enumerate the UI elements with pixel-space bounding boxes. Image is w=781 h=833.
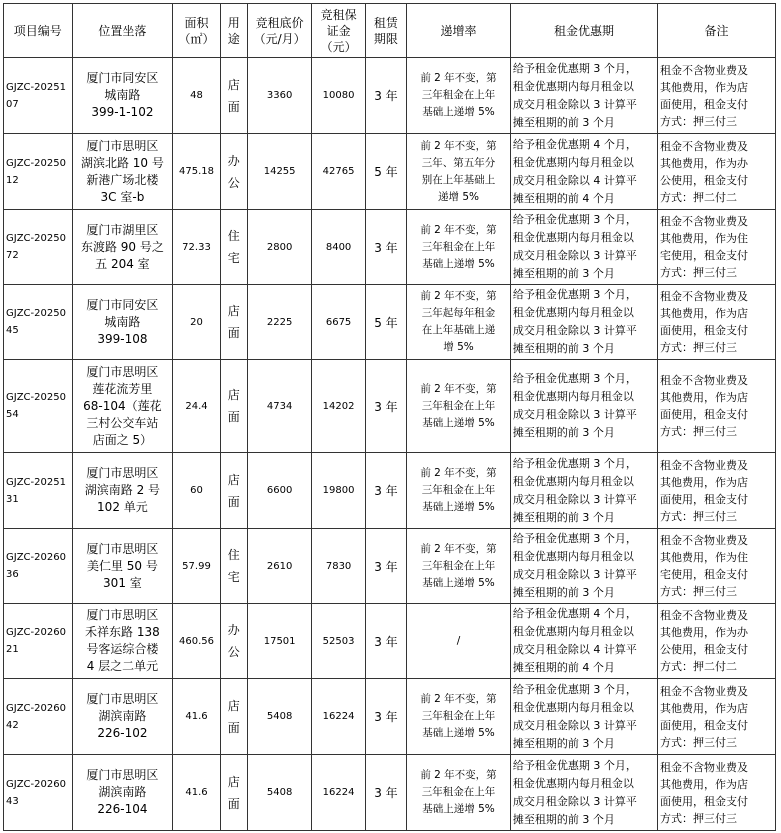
project-code-cell: GJZC-2025072 (4, 210, 73, 285)
area-cell: 60 (173, 453, 220, 529)
table-row (4, 285, 776, 360)
project-code-cell: GJZC-2026042 (4, 679, 73, 755)
table-row (4, 360, 776, 453)
location-cell: 厦门市思明区 美仁里 50 号 301 室 (72, 529, 173, 604)
use-cell: 办 公 (220, 604, 247, 679)
lease-term-cell: 3 年 (365, 360, 406, 453)
project-code-cell: GJZC-2025054 (4, 360, 73, 453)
increase-rate-cell: 前 2 年不变，第 三年租金在上年 基础上递增 5% (407, 755, 511, 831)
location-cell: 厦门市思明区 湖滨北路 10 号 新港广场北楼 3C 室-b (72, 134, 173, 210)
table-row (4, 58, 776, 134)
base-rent-cell: 5408 (247, 755, 312, 831)
deposit-cell: 52503 (312, 604, 365, 679)
table-row (4, 755, 776, 831)
base-rent-cell: 2800 (247, 210, 312, 285)
lease-term-cell: 3 年 (365, 210, 406, 285)
area-cell: 41.6 (173, 679, 220, 755)
rent-discount-cell: 给予租金优惠期 3 个月， 租金优惠期内每月租金以 成交月租金除以 3 计算平 摊至租期的前 3 个月 (510, 679, 657, 755)
base-rent-cell: 17501 (247, 604, 312, 679)
rent-discount-cell: 给予租金优惠期 3 个月， 租金优惠期内每月租金以 成交月租金除以 3 计算平 摊至租期的前 3 个月 (510, 210, 657, 285)
base-rent-cell: 3360 (247, 58, 312, 134)
header-deposit: 竞租保 证金 （元） (312, 4, 365, 58)
deposit-cell: 42765 (312, 134, 365, 210)
base-rent-cell: 5408 (247, 679, 312, 755)
increase-rate-cell: 前 2 年不变，第 三年租金在上年 基础上递增 5% (407, 58, 511, 134)
deposit-cell: 16224 (312, 679, 365, 755)
use-cell: 店 面 (220, 453, 247, 529)
table-row (4, 210, 776, 285)
remarks-cell: 租金不含物业费及 其他费用，作为店 面使用，租金支付 方式：押三付三 (658, 58, 776, 134)
area-cell: 460.56 (173, 604, 220, 679)
header-note: 备注 (658, 4, 776, 58)
area-cell: 57.99 (173, 529, 220, 604)
increase-rate-cell: 前 2 年不变，第 三年起每年租金 在上年基础上递 增 5% (407, 285, 511, 360)
lease-listing-table (3, 3, 776, 831)
location-cell: 厦门市思明区 禾祥东路 138 号客运综合楼 4 层之二单元 (72, 604, 173, 679)
location-cell: 厦门市同安区 城南路 399-1-102 (72, 58, 173, 134)
rent-discount-cell: 给予租金优惠期 3 个月， 租金优惠期内每月租金以 成交月租金除以 3 计算平 摊至租期的前 3 个月 (510, 285, 657, 360)
base-rent-cell: 14255 (247, 134, 312, 210)
increase-rate-cell: / (407, 604, 511, 679)
increase-rate-cell: 前 2 年不变，第 三年租金在上年 基础上递增 5% (407, 529, 511, 604)
lease-term-cell: 3 年 (365, 679, 406, 755)
use-cell: 店 面 (220, 679, 247, 755)
use-cell: 住 宅 (220, 529, 247, 604)
remarks-cell: 租金不含物业费及 其他费用，作为住 宅使用，租金支付 方式：押三付三 (658, 210, 776, 285)
header-discount: 租金优惠期 (510, 4, 657, 58)
lease-term-cell: 3 年 (365, 453, 406, 529)
base-rent-cell: 4734 (247, 360, 312, 453)
table-row (4, 453, 776, 529)
deposit-cell: 19800 (312, 453, 365, 529)
remarks-cell: 租金不含物业费及 其他费用，作为住 宅使用，租金支付 方式：押三付三 (658, 529, 776, 604)
header-code: 项目编号 (4, 4, 73, 58)
deposit-cell: 16224 (312, 755, 365, 831)
header-location: 位置坐落 (72, 4, 173, 58)
header-price: 竞租底价 （元/月） (247, 4, 312, 58)
deposit-cell: 14202 (312, 360, 365, 453)
header-area: 面积 （㎡） (173, 4, 220, 58)
use-cell: 办 公 (220, 134, 247, 210)
lease-term-cell: 5 年 (365, 134, 406, 210)
remarks-cell: 租金不含物业费及 其他费用，作为店 面使用，租金支付 方式：押三付三 (658, 679, 776, 755)
location-cell: 厦门市湖里区 东渡路 90 号之 五 204 室 (72, 210, 173, 285)
use-cell: 店 面 (220, 755, 247, 831)
remarks-cell: 租金不含物业费及 其他费用，作为店 面使用，租金支付 方式：押三付三 (658, 285, 776, 360)
location-cell: 厦门市思明区 湖滨南路 2 号 102 单元 (72, 453, 173, 529)
table-row (4, 604, 776, 679)
header-use: 用 途 (220, 4, 247, 58)
area-cell: 20 (173, 285, 220, 360)
remarks-cell: 租金不含物业费及 其他费用，作为店 面使用，租金支付 方式：押三付三 (658, 360, 776, 453)
increase-rate-cell: 前 2 年不变，第 三年租金在上年 基础上递增 5% (407, 360, 511, 453)
deposit-cell: 6675 (312, 285, 365, 360)
project-code-cell: GJZC-2025045 (4, 285, 73, 360)
project-code-cell: GJZC-2025012 (4, 134, 73, 210)
rent-discount-cell: 给予租金优惠期 3 个月， 租金优惠期内每月租金以 成交月租金除以 3 计算平 摊至租期的前 3 个月 (510, 453, 657, 529)
area-cell: 41.6 (173, 755, 220, 831)
table-header-row (4, 4, 776, 58)
base-rent-cell: 6600 (247, 453, 312, 529)
lease-term-cell: 3 年 (365, 529, 406, 604)
rent-discount-cell: 给予租金优惠期 3 个月， 租金优惠期内每月租金以 成交月租金除以 3 计算平 摊至租期的前 3 个月 (510, 58, 657, 134)
table-row (4, 529, 776, 604)
project-code-cell: GJZC-2025131 (4, 453, 73, 529)
use-cell: 店 面 (220, 285, 247, 360)
project-code-cell: GJZC-2026021 (4, 604, 73, 679)
header-increase: 递增率 (407, 4, 511, 58)
base-rent-cell: 2225 (247, 285, 312, 360)
lease-term-cell: 3 年 (365, 604, 406, 679)
increase-rate-cell: 前 2 年不变，第 三年、第五年分 别在上年基础上 递增 5% (407, 134, 511, 210)
rent-discount-cell: 给予租金优惠期 4 个月， 租金优惠期内每月租金以 成交月租金除以 4 计算平 摊至租期的前 4 个月 (510, 134, 657, 210)
lease-term-cell: 5 年 (365, 285, 406, 360)
table-row (4, 134, 776, 210)
lease-term-cell: 3 年 (365, 755, 406, 831)
project-code-cell: GJZC-2025107 (4, 58, 73, 134)
area-cell: 48 (173, 58, 220, 134)
rent-discount-cell: 给予租金优惠期 3 个月， 租金优惠期内每月租金以 成交月租金除以 3 计算平 摊至租期的前 3 个月 (510, 529, 657, 604)
increase-rate-cell: 前 2 年不变，第 三年租金在上年 基础上递增 5% (407, 453, 511, 529)
rent-discount-cell: 给予租金优惠期 3 个月， 租金优惠期内每月租金以 成交月租金除以 3 计算平 摊至租期的前 3 个月 (510, 755, 657, 831)
remarks-cell: 租金不含物业费及 其他费用，作为店 面使用，租金支付 方式：押三付三 (658, 755, 776, 831)
area-cell: 475.18 (173, 134, 220, 210)
remarks-cell: 租金不含物业费及 其他费用，作为办 公使用，租金支付 方式：押二付二 (658, 134, 776, 210)
project-code-cell: GJZC-2026043 (4, 755, 73, 831)
base-rent-cell: 2610 (247, 529, 312, 604)
location-cell: 厦门市思明区 湖滨南路 226-104 (72, 755, 173, 831)
rent-discount-cell: 给予租金优惠期 3 个月， 租金优惠期内每月租金以 成交月租金除以 3 计算平 摊至租期的前 3 个月 (510, 360, 657, 453)
use-cell: 店 面 (220, 58, 247, 134)
location-cell: 厦门市思明区 湖滨南路 226-102 (72, 679, 173, 755)
increase-rate-cell: 前 2 年不变，第 三年租金在上年 基础上递增 5% (407, 679, 511, 755)
deposit-cell: 8400 (312, 210, 365, 285)
header-term: 租赁 期限 (365, 4, 406, 58)
use-cell: 住 宅 (220, 210, 247, 285)
deposit-cell: 7830 (312, 529, 365, 604)
location-cell: 厦门市思明区 莲花流芳里 68-104（莲花 三村公交车站 店面之 5） (72, 360, 173, 453)
area-cell: 24.4 (173, 360, 220, 453)
area-cell: 72.33 (173, 210, 220, 285)
increase-rate-cell: 前 2 年不变，第 三年租金在上年 基础上递增 5% (407, 210, 511, 285)
rent-discount-cell: 给予租金优惠期 4 个月， 租金优惠期内每月租金以 成交月租金除以 4 计算平 摊至租期的前 4 个月 (510, 604, 657, 679)
location-cell: 厦门市同安区 城南路 399-108 (72, 285, 173, 360)
table-row (4, 679, 776, 755)
lease-term-cell: 3 年 (365, 58, 406, 134)
deposit-cell: 10080 (312, 58, 365, 134)
use-cell: 店 面 (220, 360, 247, 453)
remarks-cell: 租金不含物业费及 其他费用，作为店 面使用，租金支付 方式：押三付三 (658, 453, 776, 529)
remarks-cell: 租金不含物业费及 其他费用，作为办 公使用，租金支付 方式：押二付二 (658, 604, 776, 679)
project-code-cell: GJZC-2026036 (4, 529, 73, 604)
